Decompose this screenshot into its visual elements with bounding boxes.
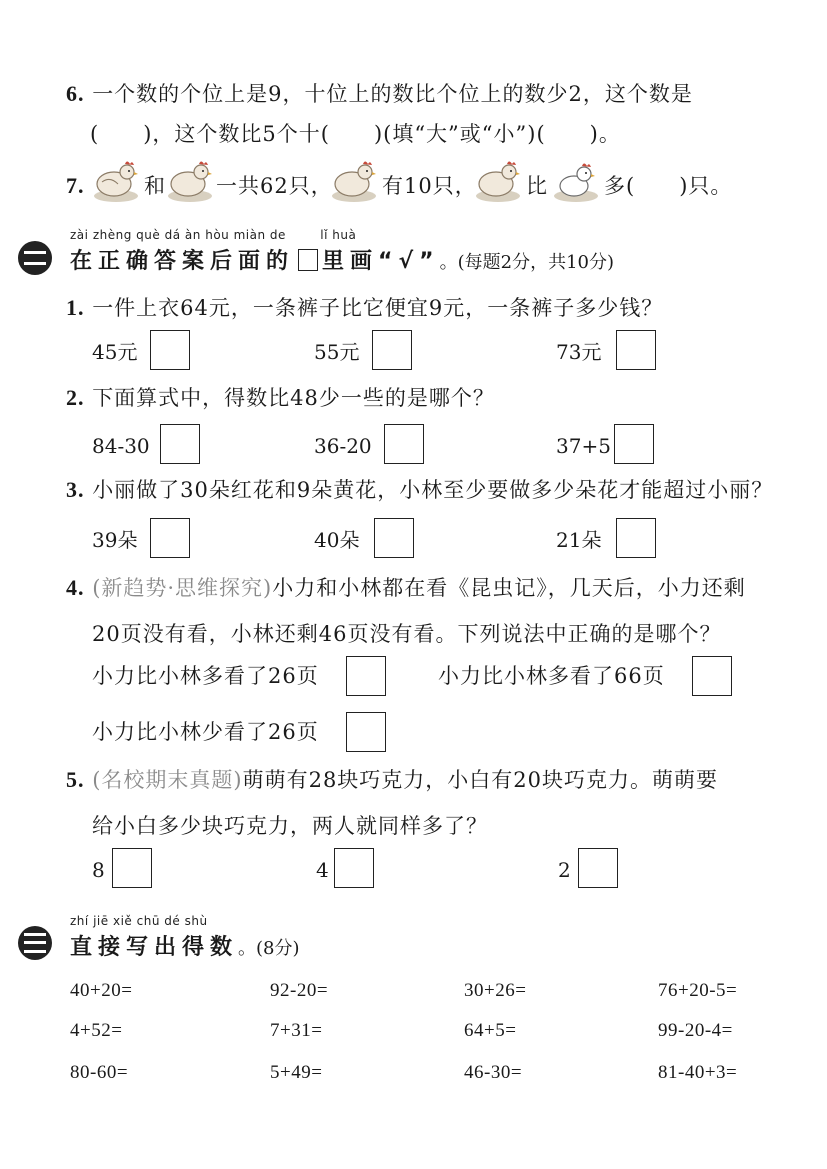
calc-item: 40+20= (70, 980, 133, 1001)
q7-number: 7. (66, 173, 85, 198)
q7-text3: 有10只， (382, 174, 477, 198)
section3-title: 直接写出得数。(8分) (70, 935, 300, 960)
answer-box[interactable] (160, 424, 200, 464)
s2q5-option-c: 2 (558, 858, 571, 882)
calc-item: 80-60= (70, 1062, 129, 1083)
calc-item: 30+26= (464, 980, 527, 1001)
s2q2-text: 2. 下面算式中，得数比48少一些的是哪个？ (66, 385, 495, 410)
answer-box[interactable] (578, 848, 618, 888)
answer-box[interactable] (112, 848, 152, 888)
s2q2-option-c: 37+5 (556, 434, 611, 458)
s2q4-option-b: 小力比小林多看了66页 (438, 664, 665, 688)
hen-icon (92, 158, 140, 204)
section-number-icon (18, 241, 52, 275)
hen-icon (330, 158, 378, 204)
calc-item: 5+49= (270, 1062, 323, 1083)
answer-box[interactable] (346, 656, 386, 696)
calc-item: 7+31= (270, 1020, 323, 1041)
s2q5-option-b: 4 (316, 858, 329, 882)
q7-text5: 多( )只。 (604, 174, 733, 198)
calc-item: 92-20= (270, 980, 329, 1001)
q7-text4: 比 (526, 174, 548, 198)
section2-pinyin: zài zhèng què dá àn hòu miàn de lǐ huà (70, 228, 357, 242)
answer-box[interactable] (692, 656, 732, 696)
chick-icon (552, 158, 600, 204)
answer-box[interactable] (150, 518, 190, 558)
calc-item: 81-40+3= (658, 1062, 738, 1083)
answer-box[interactable] (616, 518, 656, 558)
q7-text2: 一共62只， (216, 174, 333, 198)
answer-box[interactable] (372, 330, 412, 370)
calc-item: 76+20-5= (658, 980, 738, 1001)
q7-text1: 和 (144, 174, 166, 198)
s2q1-option-c: 73元 (556, 340, 602, 364)
s2q1-text: 1. 一件上衣64元，一条裤子比它便宜9元，一条裤子多少钱？ (66, 295, 664, 320)
s2q5-line1: 5. (名校期末真题)萌萌有28块巧克力，小白有20块巧克力。萌萌要 (66, 767, 719, 792)
section-number-icon (18, 926, 52, 960)
s2q2-option-a: 84-30 (92, 434, 150, 458)
hen-icon (474, 158, 522, 204)
s2q2-option-b: 36-20 (314, 434, 372, 458)
calc-item: 46-30= (464, 1062, 523, 1083)
s2q3-option-c: 21朵 (556, 528, 602, 552)
calc-item: 4+52= (70, 1020, 123, 1041)
answer-box[interactable] (334, 848, 374, 888)
s2q3-text: 3. 小丽做了30朵红花和9朵黄花，小林至少要做多少朵花才能超过小丽？ (66, 477, 774, 502)
s2q4-option-c: 小力比小林少看了26页 (92, 720, 319, 744)
answer-box[interactable] (346, 712, 386, 752)
answer-box[interactable] (616, 330, 656, 370)
answer-box[interactable] (374, 518, 414, 558)
calc-item: 99-20-4= (658, 1020, 733, 1041)
section3-pinyin: zhí jiē xiě chū dé shù (70, 914, 208, 928)
calc-item: 64+5= (464, 1020, 517, 1041)
s2q4-option-a: 小力比小林多看了26页 (92, 664, 319, 688)
answer-box[interactable] (384, 424, 424, 464)
s2q3-option-a: 39朵 (92, 528, 138, 552)
s2q3-option-b: 40朵 (314, 528, 360, 552)
q6-line2: ( )，这个数比5个十( )(填“大”或“小”)( )。 (90, 122, 621, 146)
answer-box-icon (298, 249, 318, 271)
s2q4-line1: 4. (新趋势·思维探究)小力和小林都在看《昆虫记》，几天后，小力还剩 (66, 575, 746, 600)
section2-title: 在正确答案后面的 里画“√”。(每题2分，共10分) (70, 249, 615, 274)
hen-icon (166, 158, 214, 204)
q6-line1: 6. 一个数的个位上是9，十位上的数比个位上的数少2，这个数是 (66, 81, 693, 106)
s2q1-option-b: 55元 (314, 340, 360, 364)
s2q5-line2: 给小白多少块巧克力，两人就同样多了？ (92, 814, 488, 838)
s2q1-option-a: 45元 (92, 340, 138, 364)
answer-box[interactable] (150, 330, 190, 370)
s2q4-line2: 20页没有看，小林还剩46页没有看。下列说法中正确的是哪个？ (92, 622, 722, 646)
s2q5-option-a: 8 (92, 858, 105, 882)
answer-box[interactable] (614, 424, 654, 464)
